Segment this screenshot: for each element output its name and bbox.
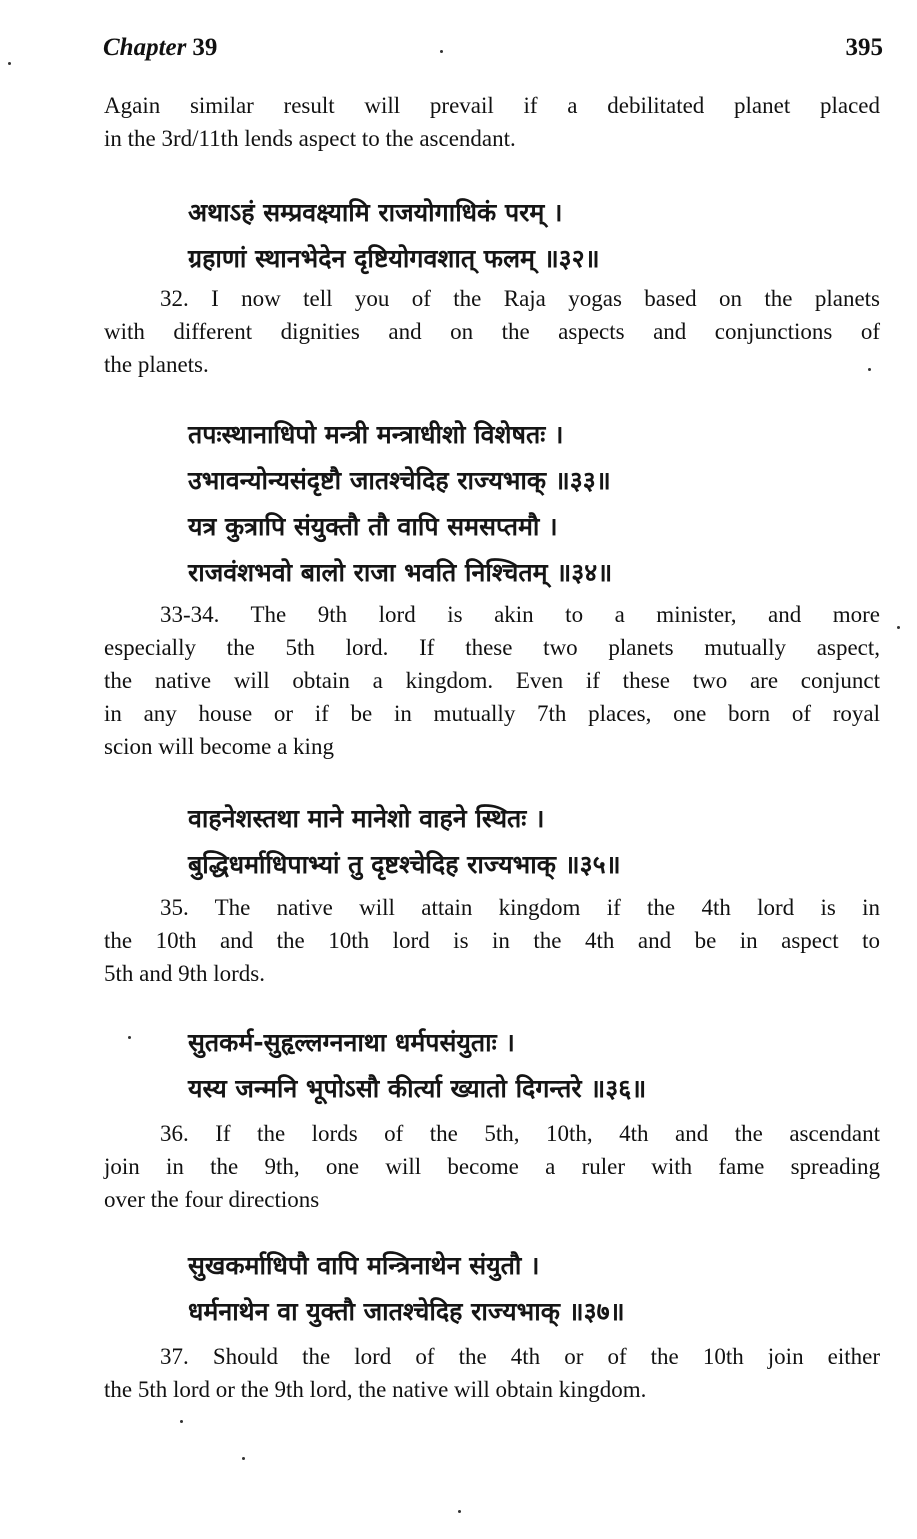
- translation-37: [104, 1340, 880, 1406]
- translation-32: [104, 282, 880, 381]
- text-line: the 5th lord or the 9th lord, the native will obtain kingdom.: [104, 1377, 647, 1402]
- verse-line: सुतकर्म-सुहृल्लग्ननाथा धर्मपसंयुताः ।: [188, 1028, 515, 1057]
- verse-line: वाहनेशस्तथा माने मानेशो वाहने स्थितः ।: [188, 804, 545, 833]
- verse-line: अथाऽहं सम्प्रवक्ष्यामि राजयोगाधिकं परम् ।: [188, 198, 563, 227]
- text-line: the native will obtain a kingdom. Even if these two are conjunct: [104, 668, 880, 693]
- scan-speck: [868, 368, 871, 371]
- verse-line: यत्र कुत्रापि संयुक्तौ तौ वापि समसप्तमौ ।: [188, 512, 558, 541]
- text-line: scion will become a king: [104, 734, 334, 759]
- verse-line: उभावन्योन्यसंदृष्टौ जातश्चेदिह राज्यभाक् ॥३३॥: [188, 466, 611, 495]
- translation-35: [104, 891, 880, 990]
- scan-speck: [458, 1510, 461, 1513]
- translation-36: [104, 1117, 880, 1216]
- text-line: the planets.: [104, 352, 209, 377]
- scan-speck: [8, 62, 11, 65]
- text-line: 32. I now tell you of the Raja yogas based on the planets: [160, 286, 880, 311]
- sanskrit-verse-33-34: [188, 412, 612, 596]
- chapter-heading: [103, 34, 217, 62]
- text-line: 35. The native will attain kingdom if the 4th lord is in: [160, 895, 880, 920]
- scan-speck: [128, 1036, 131, 1039]
- scan-speck: [242, 1457, 245, 1460]
- text-line: the 10th and the 10th lord is in the 4th and be in aspect to: [104, 928, 880, 953]
- chapter-label: Chapter: [103, 34, 187, 61]
- text-line: 33-34. The 9th lord is akin to a minister, and more: [160, 602, 880, 627]
- text-line: Again similar result will prevail if a debilitated planet placed: [104, 93, 880, 118]
- verse-line: धर्मनाथेन वा युक्तौ जातश्चेदिह राज्यभाक् ॥३७॥: [188, 1297, 625, 1326]
- text-line: in the 3rd/11th lends aspect to the ascendant.: [104, 126, 516, 151]
- text-line: especially the 5th lord. If these two planets mutually aspect,: [104, 635, 880, 660]
- page-header: [103, 34, 883, 74]
- sanskrit-verse-37: [188, 1243, 625, 1335]
- verse-line: बुद्धिधर्माधिपाभ्यां तु दृष्टश्चेदिह राज्यभाक् ॥३५॥: [188, 850, 621, 879]
- verse-line: यस्य जन्मनि भूपोऽसौ कीर्त्या ख्यातो दिगन्तरे ॥३६॥: [188, 1074, 647, 1103]
- translation-33-34: [104, 598, 880, 763]
- text-line: with different dignities and on the aspects and conjunctions of: [104, 319, 880, 344]
- intro-paragraph: [104, 89, 880, 155]
- scan-speck: [897, 626, 900, 629]
- verse-line: राजवंशभवो बालो राजा भवति निश्चितम् ॥३४॥: [188, 558, 613, 587]
- scan-speck: [180, 1420, 183, 1423]
- page-number: 395: [845, 34, 883, 61]
- sanskrit-verse-36: [188, 1020, 646, 1112]
- text-line: 36. If the lords of the 5th, 10th, 4th and the ascendant: [160, 1121, 880, 1146]
- verse-line: तपःस्थानाधिपो मन्त्री मन्त्राधीशो विशेषतः ।: [188, 420, 564, 449]
- text-line: in any house or if be in mutually 7th places, one born of royal: [104, 701, 880, 726]
- chapter-number: 39: [192, 34, 218, 61]
- text-line: 5th and 9th lords.: [104, 961, 265, 986]
- verse-line: सुखकर्माधिपौ वापि मन्त्रिनाथेन संयुतौ ।: [188, 1251, 540, 1280]
- scan-speck: [440, 50, 443, 53]
- sanskrit-verse-35: [188, 796, 621, 888]
- text-line: 37. Should the lord of the 4th or of the 10th join either: [160, 1344, 880, 1369]
- sanskrit-verse-32: [188, 190, 600, 282]
- text-line: over the four directions: [104, 1187, 320, 1212]
- text-line: join in the 9th, one will become a ruler with fame spreading: [104, 1154, 880, 1179]
- verse-line: ग्रहाणां स्थानभेदेन दृष्टियोगवशात् फलम् ॥३२॥: [188, 244, 600, 273]
